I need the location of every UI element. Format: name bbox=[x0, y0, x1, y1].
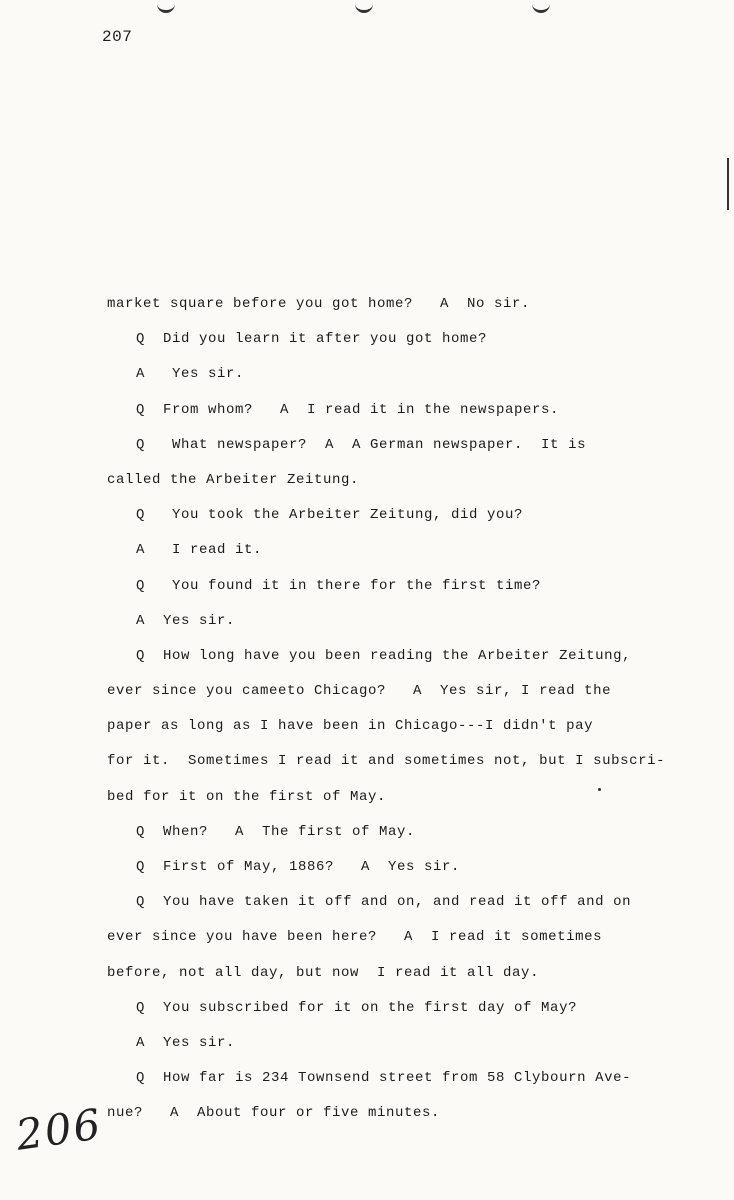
transcript-line: Q When? A The first of May. bbox=[136, 823, 416, 840]
transcript-line: market square before you got home? A No sir. bbox=[107, 296, 531, 312]
transcript-line: A Yes sir. bbox=[136, 1034, 236, 1051]
margin-rule bbox=[727, 158, 729, 210]
transcript-line: before, not all day, but now I read it all day. bbox=[107, 964, 540, 981]
page-number: 207 bbox=[102, 28, 133, 46]
transcript-line: ever since you have been here? A I read it sometimes bbox=[107, 929, 603, 946]
transcript-line: Q How far is 234 Townsend street from 58 Clybourn Ave- bbox=[136, 1070, 632, 1087]
transcript-line: Q How long have you been reading the Arbeiter Zeitung, bbox=[136, 647, 632, 664]
transcript-line: A Yes sir. bbox=[136, 612, 236, 629]
transcript-line: Q You have taken it off and on, and read it off and on bbox=[136, 894, 632, 911]
transcript-line: Q What newspaper? A A German newspaper. It is bbox=[136, 436, 587, 453]
binding-mark bbox=[532, 0, 550, 13]
transcript-line: Q You subscribed for it on the first day of May? bbox=[136, 999, 578, 1016]
transcript-line: for it. Sometimes I read it and sometimes not, but I subscri- bbox=[107, 753, 666, 770]
transcript-line: Q From whom? A I read it in the newspapers. bbox=[136, 401, 560, 418]
transcript-line: paper as long as I have been in Chicago---I didn't pay bbox=[107, 718, 594, 735]
transcript-line: A Yes sir. bbox=[136, 366, 245, 383]
transcript-line: ever since you cameeto Chicago? A Yes sir, I read the bbox=[107, 683, 612, 700]
handwritten-page-number: 206 bbox=[13, 1099, 106, 1160]
transcript-line: nue? A About four or five minutes. bbox=[107, 1105, 441, 1122]
binding-mark bbox=[355, 0, 373, 13]
transcript-line: bed for it on the first of May. bbox=[107, 788, 387, 805]
transcript-line: Q Did you learn it after you got home? bbox=[136, 331, 488, 348]
transcript-line: Q You found it in there for the first time? bbox=[136, 577, 542, 594]
transcript-line: called the Arbeiter Zeitung. bbox=[107, 471, 360, 488]
transcript-body bbox=[107, 287, 707, 1132]
transcript-line: A I read it. bbox=[136, 542, 263, 559]
transcript-line: Q First of May, 1886? A Yes sir. bbox=[136, 859, 461, 875]
binding-mark bbox=[157, 0, 175, 13]
transcript-line: Q You took the Arbeiter Zeitung, did you? bbox=[136, 507, 524, 524]
